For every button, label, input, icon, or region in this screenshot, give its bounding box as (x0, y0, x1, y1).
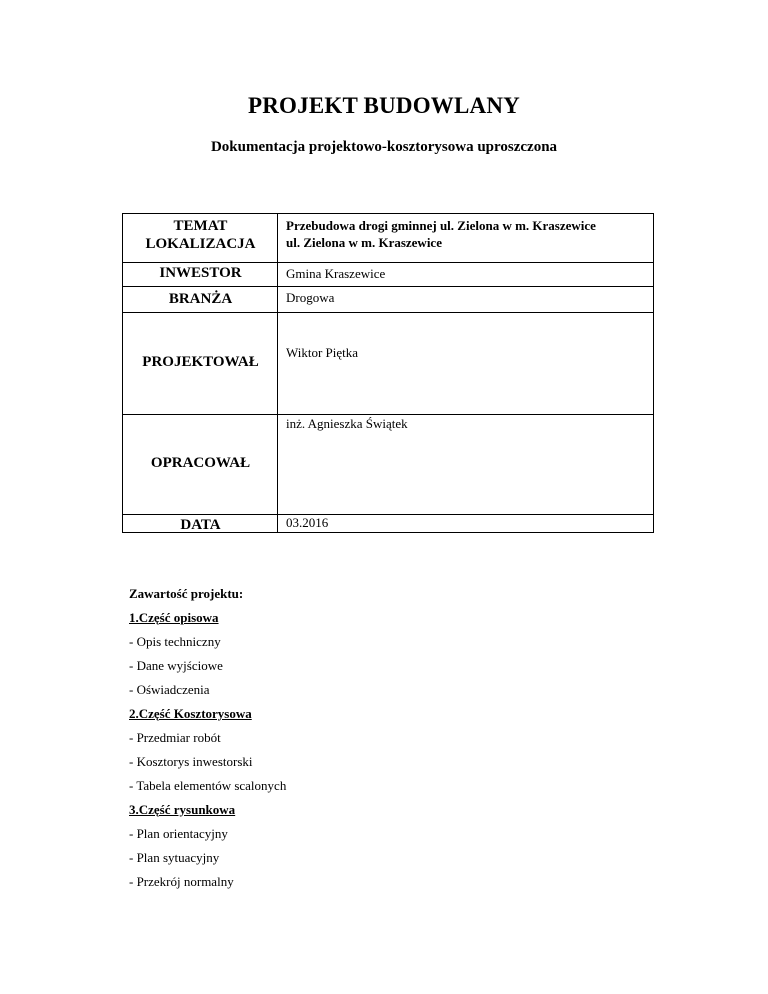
contents-heading: Zawartość projektu: (129, 586, 244, 601)
lokalizacja-label: LOKALIZACJA (145, 236, 256, 252)
branza-value: Drogowa (286, 290, 335, 305)
section-title: 2.Część Kosztorysowa (129, 706, 252, 721)
list-item: - Oświadczenia (129, 682, 210, 697)
data-label: DATA (180, 517, 221, 533)
project-contents (129, 586, 629, 898)
document-subtitle: Dokumentacja projektowo-kosztorysowa uproszczona (210, 139, 558, 155)
row-divider (123, 286, 653, 287)
project-info-table (122, 213, 654, 533)
data-value: 03.2016 (286, 515, 329, 530)
document-title: PROJEKT BUDOWLANY (248, 93, 520, 118)
list-item: - Przedmiar robót (129, 730, 221, 745)
projektowal-value: Wiktor Piętka (286, 345, 359, 360)
opracowal-value: inż. Agnieszka Świątek (286, 416, 408, 431)
list-item: - Kosztorys inwestorski (129, 754, 253, 769)
row-divider (123, 262, 653, 263)
temat-label: TEMAT (173, 218, 228, 234)
list-item: - Plan sytuacyjny (129, 850, 220, 865)
list-item: - Plan orientacyjny (129, 826, 228, 841)
row-divider (123, 312, 653, 313)
opracowal-label: OPRACOWAŁ (150, 455, 251, 471)
list-item: - Przekrój normalny (129, 874, 234, 889)
inwestor-label: INWESTOR (159, 265, 242, 281)
list-item: - Tabela elementów scalonych (129, 778, 287, 793)
lokalizacja-value: ul. Zielona w m. Kraszewice (286, 235, 442, 250)
branza-label: BRANŻA (168, 291, 233, 307)
temat-value: Przebudowa drogi gminnej ul. Zielona w m. Kraszewice (286, 218, 596, 233)
projektowal-label: PROJEKTOWAŁ (142, 354, 259, 370)
section-title: 3.Część rysunkowa (129, 802, 236, 817)
inwestor-value: Gmina Kraszewice (286, 266, 386, 281)
list-item: - Opis techniczny (129, 634, 221, 649)
list-item: - Dane wyjściowe (129, 658, 223, 673)
section-title: 1.Część opisowa (129, 610, 219, 625)
